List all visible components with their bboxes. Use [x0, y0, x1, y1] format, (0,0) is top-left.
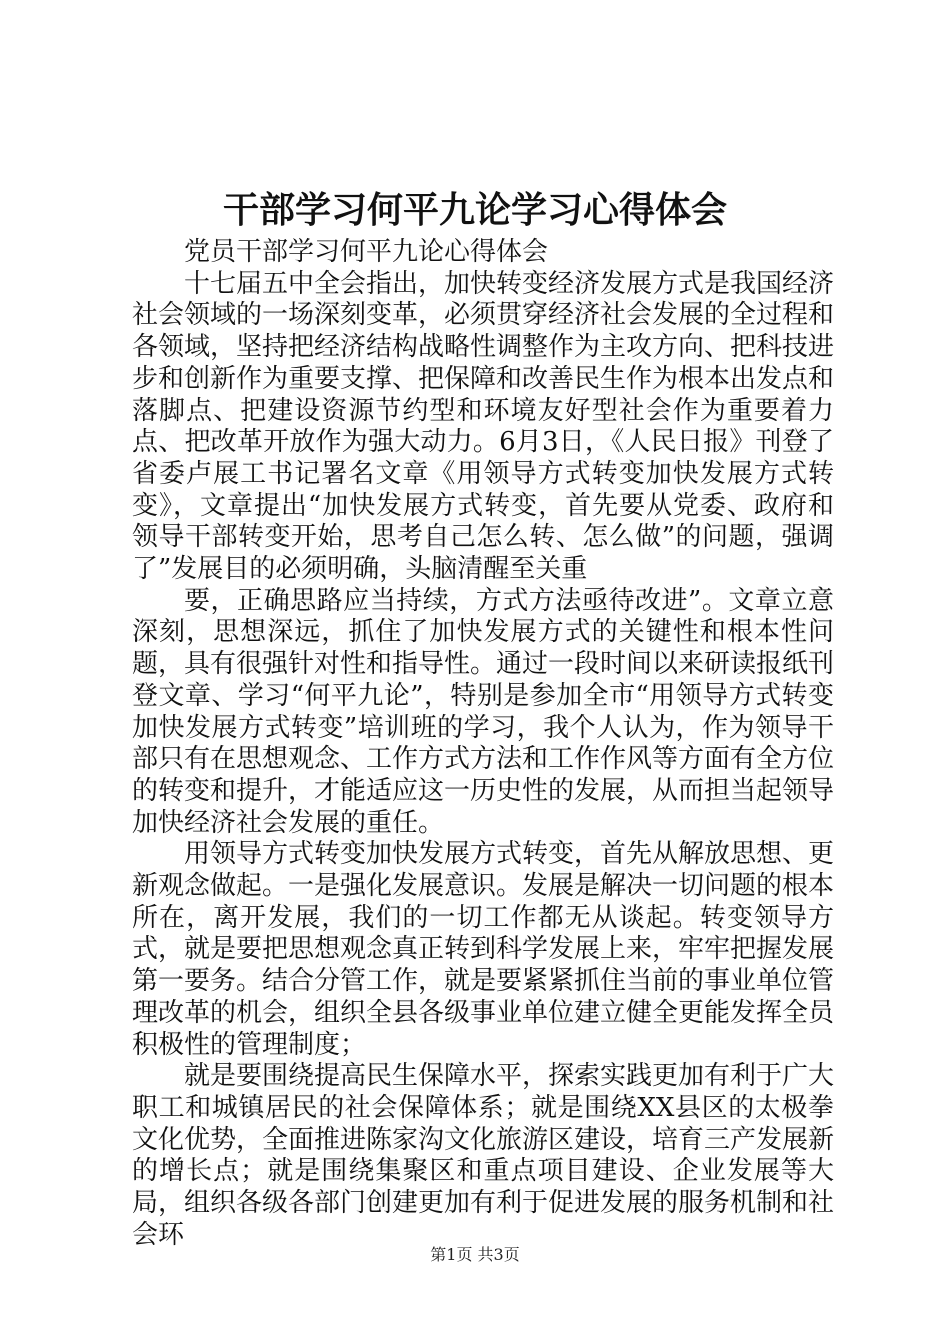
- paragraph: 就是要围绕提高民生保障水平，探索实践更加有利于广大职工和城镇居民的社会保障体系；就是围绕XX县区的太极拳文化优势，全面推进陈家沟文化旅游区建设，培育三产发展新的增长点；就是围绕集聚区和重点项目建设、企业发展等大局，组织各级各部门创建更加有利于促进发展的服务机制和社会环: [132, 1061, 835, 1250]
- page-indicator: 第1页 共3页: [430, 1245, 520, 1264]
- paragraph: 十七届五中全会指出，加快转变经济发展方式是我国经济社会领域的一场深刻变革，必须贯穿经济社会发展的全过程和各领域，坚持把经济结构战略性调整作为主攻方向、把科技进步和创新作为重要支撑、把保障和改善民生作为根本出发点和落脚点、把建设资源节约型和环境友好型社会作为重要着力点、把改革开放作为强大动力。6月3日，《人民日报》刊登了省委卢展工书记署名文章《用领导方式转变加快发展方式转变》，文章提出“加快发展方式转变，首先要从党委、政府和领导干部转变开始，思考自己怎么转、怎么做”的问题，强调了”发展目的必须明确，头脑清醒至关重: [132, 268, 835, 585]
- paragraph: 要，正确思路应当持续，方式方法亟待改进”。文章立意深刻，思想深远，抓住了加快发展方式的关键性和根本性问题，具有很强针对性和指导性。通过一段时间以来研读报纸刊登文章、学习“何平九论”，特别是参加全市“用领导方式转变加快发展方式转变”培训班的学习，我个人认为，作为领导干部只有在思想观念、工作方式方法和工作作风等方面有全方位的转变和提升，才能适应这一历史性的发展，从而担当起领导加快经济社会发展的重任。: [132, 585, 835, 838]
- paragraph: 用领导方式转变加快发展方式转变，首先从解放思想、更新观念做起。一是强化发展意识。发展是解决一切问题的根本所在，离开发展，我们的一切工作都无从谈起。转变领导方式，就是要把思想观念真正转到科学发展上来，牢牢把握发展第一要务。结合分管工作，就是要紧紧抓住当前的事业单位管理改革的机会，组织全县各级事业单位建立健全更能发挥全员积极性的管理制度；: [132, 839, 835, 1060]
- document-body: [132, 237, 834, 1252]
- document-title: 干部学习何平九论学习心得体会: [222, 189, 727, 231]
- page-footer: [0, 1244, 950, 1266]
- paragraph-subtitle: 党员干部学习何平九论心得体会: [184, 237, 549, 267]
